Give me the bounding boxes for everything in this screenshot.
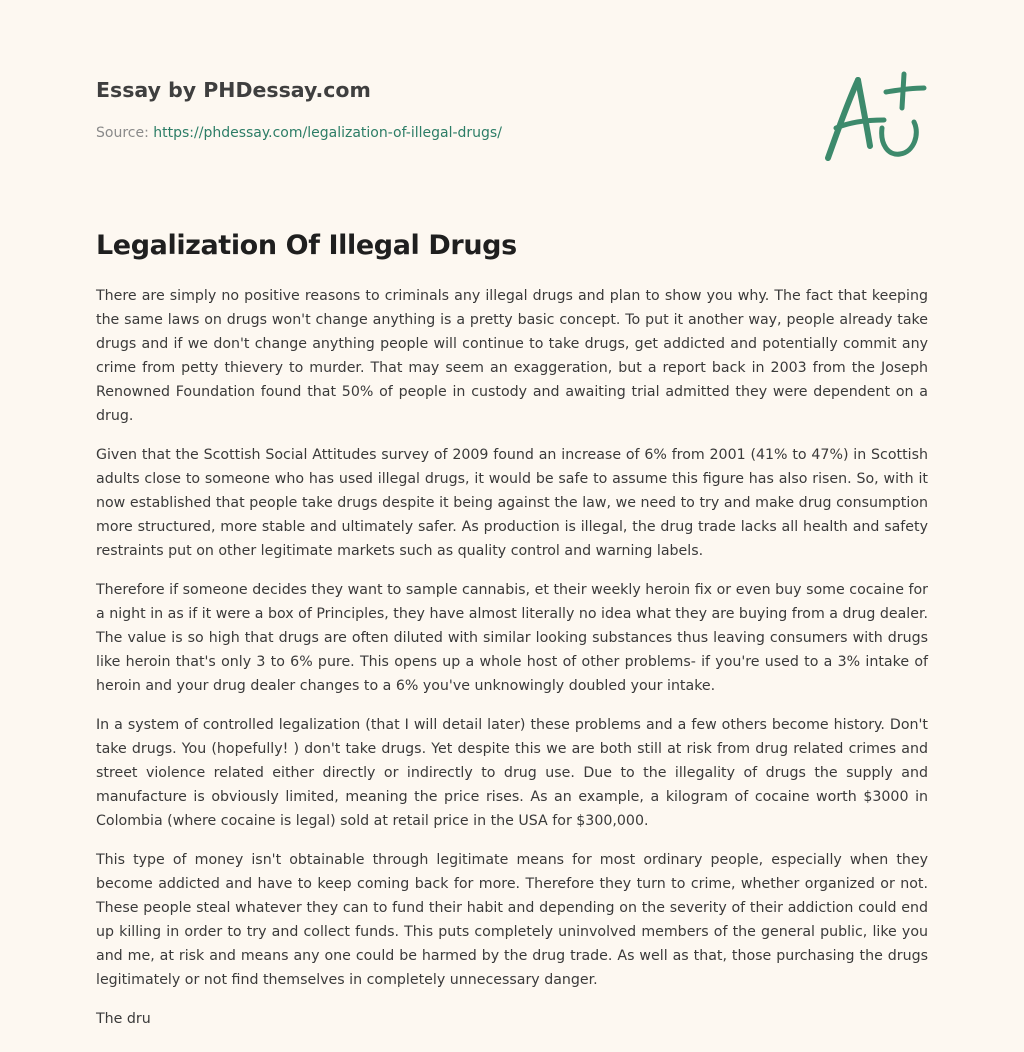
source-label: Source: (96, 125, 154, 141)
essay-paragraph: This type of money isn't obtainable through legitimate means for most ordinary people, especially when they become addicted and have to keep coming back for more. Therefore they turn to crime, whether organized or not. These people steal whatever they can to fund their habit and depending on the severity of their addiction could end up killing in order to try and collect funds. This puts completely uninvolved members of the general public, like you and me, at risk and means any one could be harmed by the drug trade. As well as that, those purchasing the drugs legitimately or not find themselves in completely unnecessary danger. (96, 852, 928, 988)
essay-header (96, 72, 696, 142)
essay-paragraph: Given that the Scottish Social Attitudes survey of 2009 found an increase of 6% from 2001 (41% to 47%) in Scottish adults close to someone who has used illegal drugs, it would be safe to assume this figure has also risen. So, with it now established that people take drugs despite it being against the law, we need to try and make drug consumption more structured, more stable and ultimately safer. As production is illegal, the drug trade lacks all health and safety restraints put on other legitimate markets such as quality control and warning labels. (96, 447, 928, 559)
source-line (96, 124, 696, 142)
essay-paragraph: There are simply no positive reasons to criminals any illegal drugs and plan to show you why. The fact that keeping the same laws on drugs won't change anything is a pretty basic concept. To put it another way, people already take drugs and if we don't change anything people will continue to take drugs, get addicted and potentially commit any crime from petty thievery to murder. That may seem an exaggeration, but a report back in 2003 from the Joseph Renowned Foundation found that 50% of people in custody and awaiting trial admitted they were dependent on a drug. (96, 288, 928, 424)
brand-title: Essay by PHDessay.com (96, 78, 371, 102)
essay-body (96, 284, 928, 1046)
essay-paragraph: In a system of controlled legalization (that I will detail later) these problems and a few others become history. Don't take drugs. You (hopefully! ) don't take drugs. Yet despite this we are both still at risk from drug related crimes and street violence related either directly or indirectly to drug use. Due to the illegality of drugs the supply and manufacture is obviously limited, meaning the price rises. As an example, a kilogram of cocaine worth $3000 in Colombia (where cocaine is legal) sold at retail price in the USA for $300,000. (96, 717, 928, 829)
source-link[interactable]: https://phdessay.com/legalization-of-illegal-drugs/ (153, 125, 502, 141)
a-plus-grade-icon (822, 66, 932, 166)
essay-paragraph: Therefore if someone decides they want to sample cannabis, et their weekly heroin fix or even buy some cocaine for a night in as if it were a box of Principles, they have almost literally no idea what they are buying from a drug dealer. The value is so high that drugs are often diluted with similar looking substances thus leaving consumers with drugs like heroin that's only 3 to 6% pure. This opens up a whole host of other problems- if you're used to a 3% intake of heroin and your drug dealer changes to a 6% you've unknowingly doubled your intake. (96, 582, 928, 694)
essay-paragraph-truncated: The dru (96, 1011, 151, 1027)
essay-title: Legalization Of Illegal Drugs (96, 230, 517, 261)
